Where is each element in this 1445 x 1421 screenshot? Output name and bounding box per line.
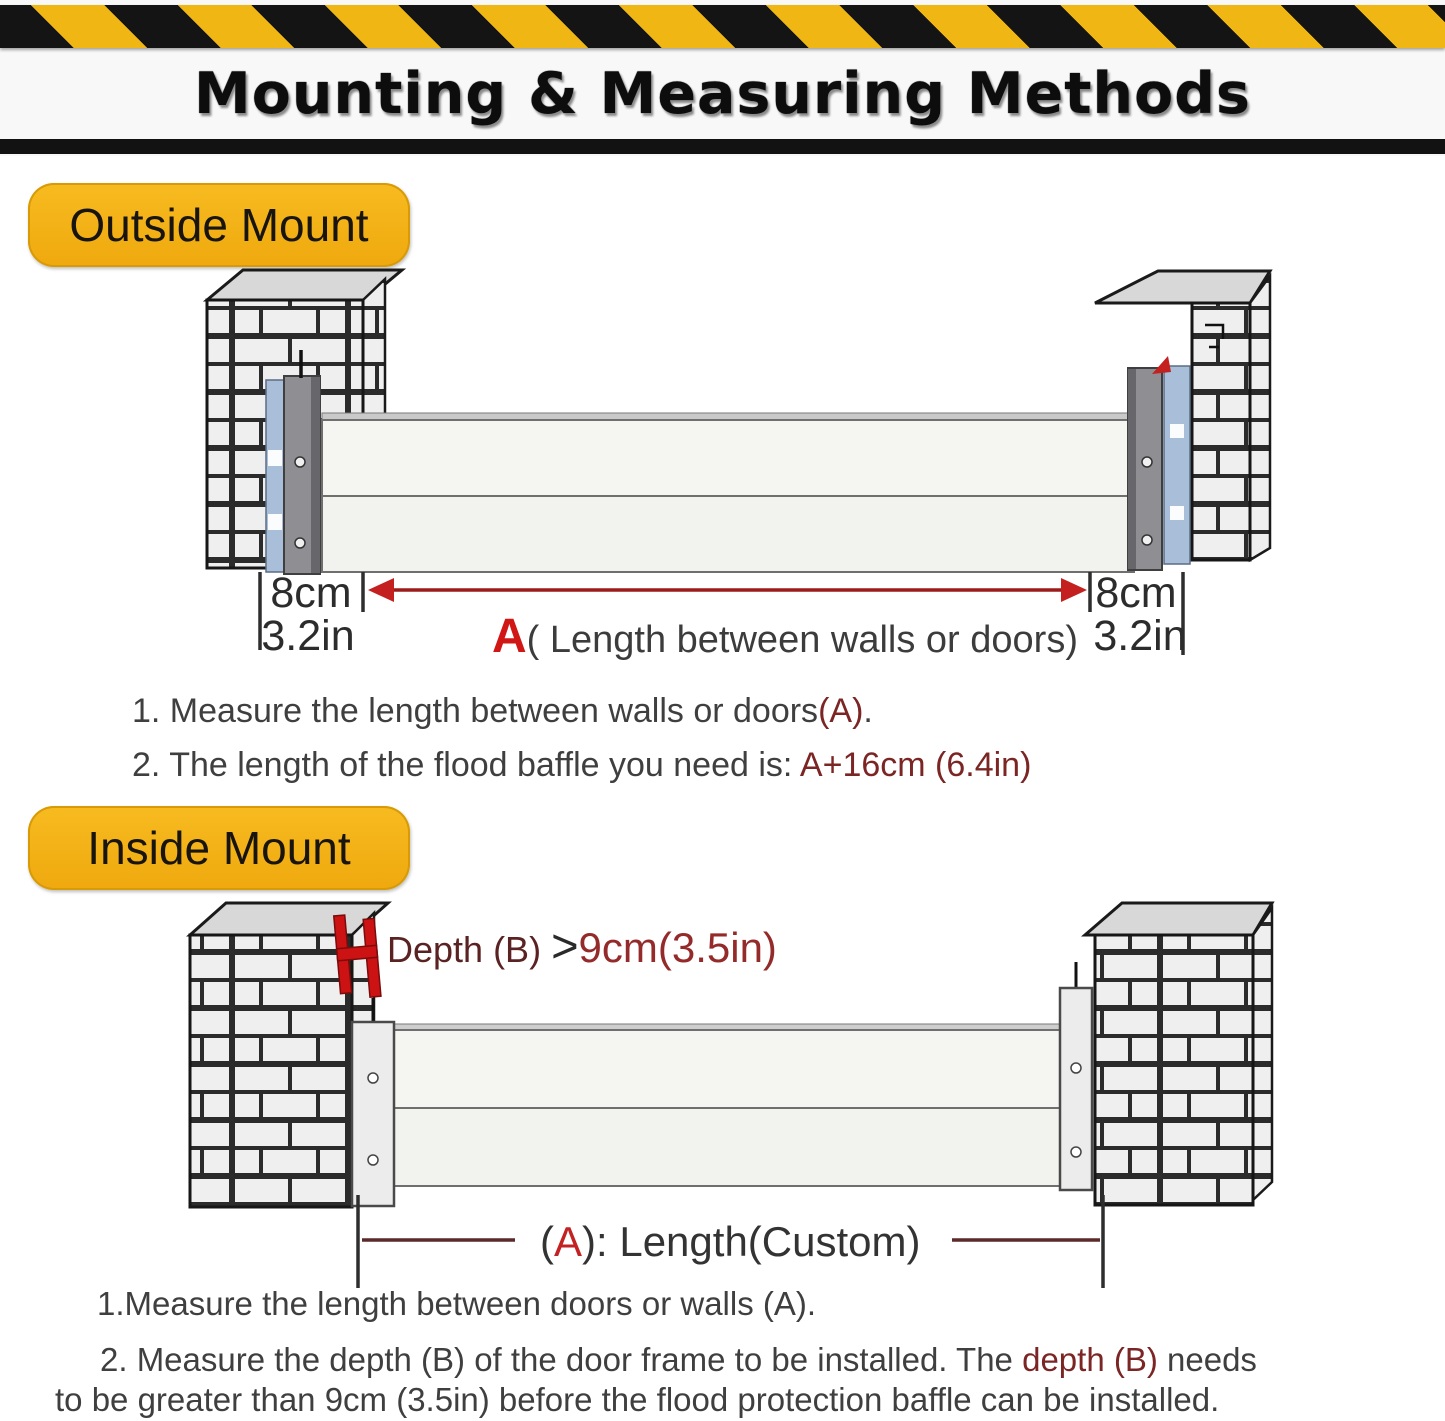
right-channel xyxy=(1060,962,1092,1190)
hazard-stripes xyxy=(0,5,1445,48)
outside-step-1: 1. Measure the length between walls or doors(A). xyxy=(132,692,873,730)
screw-icon xyxy=(368,1155,378,1165)
inside-step-2-line-2: to be greater than 9cm (3.5in) before the flood protection baffle can be installed. xyxy=(55,1381,1220,1418)
red-arrow-icon xyxy=(1152,356,1171,374)
right-pillar xyxy=(1085,903,1272,1205)
title-band xyxy=(0,48,1445,139)
inside-step-1: 1.Measure the length between doors or walls (A). xyxy=(97,1285,817,1322)
screw-icon xyxy=(1142,535,1152,545)
left-8cm: 8cm xyxy=(270,569,352,617)
outside-mount-diagram xyxy=(0,260,1445,675)
right-3-2in: 3.2in xyxy=(1093,612,1187,660)
span-label: A( Length between walls or doors) xyxy=(492,610,1078,663)
screw-icon xyxy=(1071,1063,1081,1073)
banner-underline xyxy=(0,139,1445,154)
arrowhead-right-icon xyxy=(1061,578,1087,602)
inside-mount-badge xyxy=(28,806,410,890)
outside-mount-badge xyxy=(28,183,410,267)
inside-mount-steps xyxy=(55,1284,1445,1420)
depth-label: Depth (B) >9cm(3.5in) xyxy=(387,919,777,972)
length-label: (A): Length(Custom) xyxy=(540,1218,921,1265)
screw-icon xyxy=(295,538,305,548)
outside-step-2: 2. The length of the flood baffle you need is: A+16cm (6.4in) xyxy=(132,746,1032,784)
screw-icon xyxy=(295,457,305,467)
outside-mount-steps xyxy=(132,692,1372,800)
page-title: Mounting & Measuring Methods xyxy=(194,60,1251,127)
left-channel xyxy=(266,350,320,574)
screw-icon xyxy=(368,1073,378,1083)
arrowhead-left-icon xyxy=(368,578,394,602)
inside-step-2-line-1: 2. Measure the depth (B) of the door frame to be installed. The depth (B) needs xyxy=(100,1341,1257,1378)
left-channel xyxy=(352,1022,394,1206)
screw-icon xyxy=(1142,457,1152,467)
inside-mount-diagram xyxy=(0,893,1445,1293)
dimension-row xyxy=(260,569,1187,663)
outside-mount-label: Outside Mount xyxy=(69,199,369,251)
screw-icon xyxy=(1071,1147,1081,1157)
inside-mount-label: Inside Mount xyxy=(87,822,351,874)
flood-barrier-panels xyxy=(394,1024,1064,1186)
left-3-2in: 3.2in xyxy=(261,612,355,660)
hazard-banner xyxy=(0,0,1445,156)
dimension-row xyxy=(358,1195,1103,1288)
flood-barrier-panels xyxy=(322,413,1134,572)
right-8cm: 8cm xyxy=(1095,569,1177,617)
